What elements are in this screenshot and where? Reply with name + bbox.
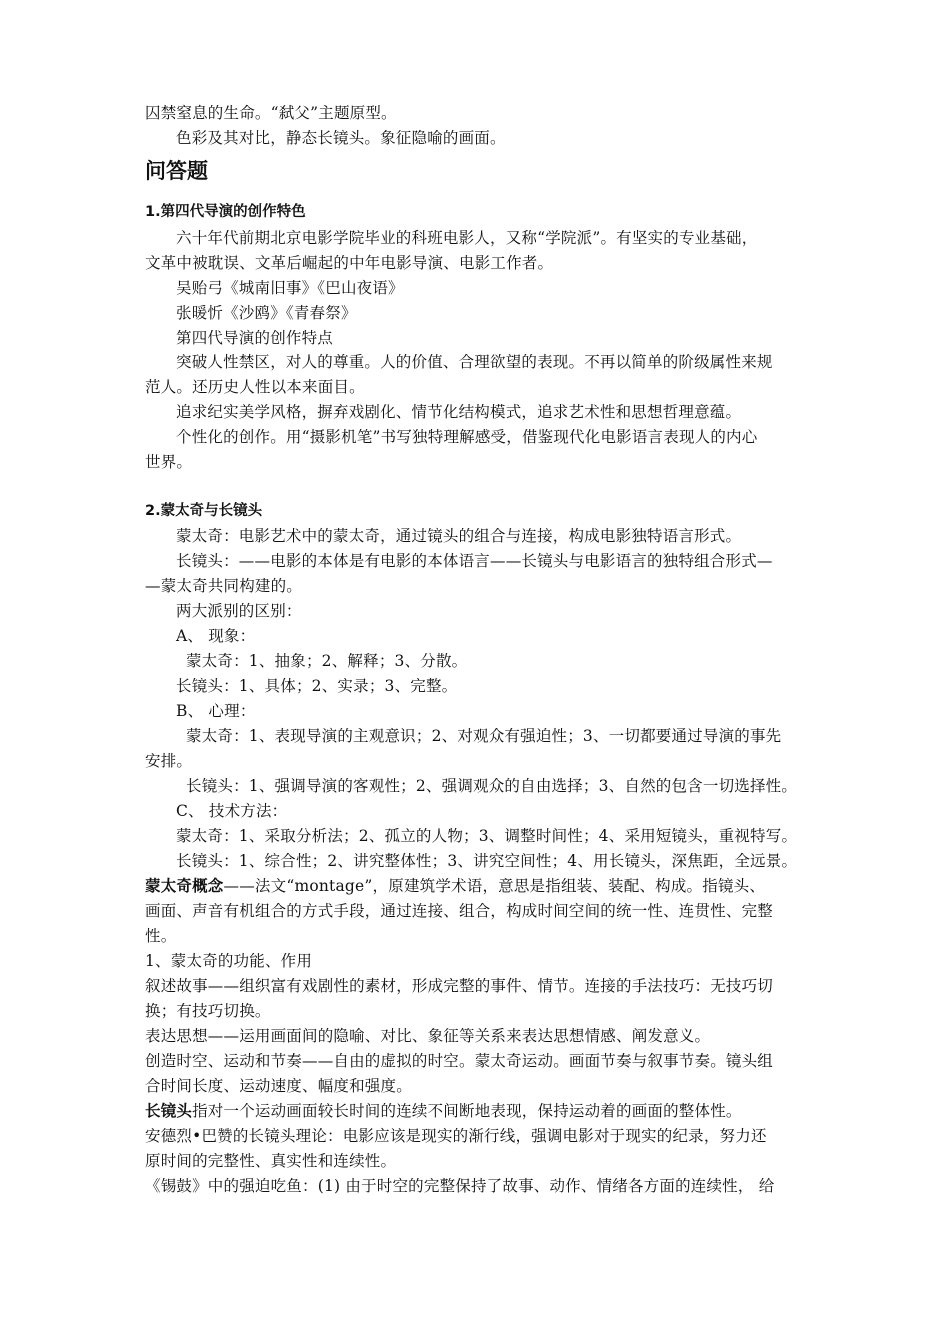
text-line: 蒙太奇：1、采取分析法；2、孤立的人物；3、调整时间性；4、采用短镜头，重视特写。 <box>176 827 798 845</box>
text-line: 换；有技巧切换。 <box>145 1002 271 1020</box>
text-line: 蒙太奇：1、表现导演的主观意识；2、对观众有强迫性；3、一切都要通过导演的事先 <box>186 727 782 745</box>
text-line: —蒙太奇共同构建的。 <box>145 577 303 595</box>
text-line: 安排。 <box>145 752 193 770</box>
text-line: 突破人性禁区，对人的尊重。人的价值、合理欲望的表现。不再以简单的阶级属性来规 <box>176 353 773 371</box>
text-line: 长镜头：1、强调导演的客观性；2、强调观众的自由选择；3、自然的包含一切选择性。 <box>186 777 798 795</box>
text-line: 长镜头：1、综合性；2、讲究整体性；3、讲究空间性；4、用长镜头，深焦距，全远景。 <box>176 852 798 870</box>
bold-term: 长镜头 <box>145 1102 193 1120</box>
text-line <box>145 1101 742 1121</box>
text-line: 六十年代前期北京电影学院毕业的科班电影人，又称“学院派”。有坚实的专业基础， <box>176 229 758 247</box>
text-line <box>145 876 765 896</box>
text-line: 蒙太奇：电影艺术中的蒙太奇，通过镜头的组合与连接，构成电影独特语言形式。 <box>176 527 742 545</box>
list-marker: A、 现象： <box>176 627 256 645</box>
text-line: 追求纪实美学风格，摒弃戏剧化、情节化结构模式，追求艺术性和思想哲理意蕴。 <box>176 403 742 421</box>
text-line: 范人。还历史人性以本来面目。 <box>145 378 365 396</box>
question-title: 2.蒙太奇与长镜头 <box>145 503 263 519</box>
text-line: 第四代导演的创作特点 <box>176 329 334 347</box>
text-line: 原时间的完整性、真实性和连续性。 <box>145 1152 397 1170</box>
list-marker: B、 心理： <box>176 702 256 720</box>
list-marker: C、 技术方法： <box>176 802 288 820</box>
text-line: 《锡鼓》中的强迫吃鱼：(1) 由于时空的完整保持了故事、动作、情绪各方面的连续性， 给 <box>145 1177 775 1195</box>
text-span: ——法文“montage”，原建筑学术语，意思是指组装、装配、构成。指镜头、 <box>223 877 766 895</box>
text-line: 安德烈•巴赞的长镜头理论：电影应该是现实的渐行线，强调电影对于现实的纪录，努力还 <box>145 1127 767 1145</box>
text-line: 表达思想——运用画面间的隐喻、对比、象征等关系来表达思想情感、阐发意义。 <box>145 1027 711 1045</box>
text-line: 色彩及其对比，静态长镜头。象征隐喻的画面。 <box>176 129 506 147</box>
bold-term: 蒙太奇概念 <box>145 877 224 895</box>
text-line: 性。 <box>145 927 177 945</box>
text-line: 画面、声音有机组合的方式手段，通过连接、组合，构成时间空间的统一性、连贯性、完整 <box>145 902 774 920</box>
text-line: 蒙太奇：1、抽象；2、解释；3、分散。 <box>186 652 468 670</box>
text-line: 叙述故事——组织富有戏剧性的素材，形成完整的事件、情节。连接的手法技巧：无技巧切 <box>145 977 774 995</box>
text-line: 长镜头：——电影的本体是有电影的本体语言——长镜头与电影语言的独特组合形式— <box>176 552 773 570</box>
text-line: 创造时空、运动和节奏——自由的虚拟的时空。蒙太奇运动。画面节奏与叙事节奏。镜头组 <box>145 1052 774 1070</box>
text-line: 世界。 <box>145 453 193 471</box>
section-heading: 问答题 <box>145 159 208 183</box>
text-line: 张暖忻《沙鸥》《青春祭》 <box>176 304 357 322</box>
text-line: 囚禁窒息的生命。“弑父”主题原型。 <box>145 104 397 122</box>
text-line: 长镜头：1、具体；2、实录；3、完整。 <box>176 677 458 695</box>
text-line: 文革中被耽误、文革后崛起的中年电影导演、电影工作者。 <box>145 254 554 272</box>
text-line: 两大派别的区别： <box>176 602 302 620</box>
text-line: 1、蒙太奇的功能、作用 <box>145 952 313 970</box>
question-title: 1.第四代导演的创作特色 <box>145 204 306 220</box>
text-line: 合时间长度、运动速度、幅度和强度。 <box>145 1077 412 1095</box>
text-span: 指对一个运动画面较长时间的连续不间断地表现，保持运动着的画面的整体性。 <box>192 1102 742 1120</box>
text-line: 吴贻弓《城南旧事》《巴山夜语》 <box>176 279 404 297</box>
text-line: 个性化的创作。用“摄影机笔”书写独特理解感受，借鉴现代化电影语言表现人的内心 <box>176 428 758 446</box>
